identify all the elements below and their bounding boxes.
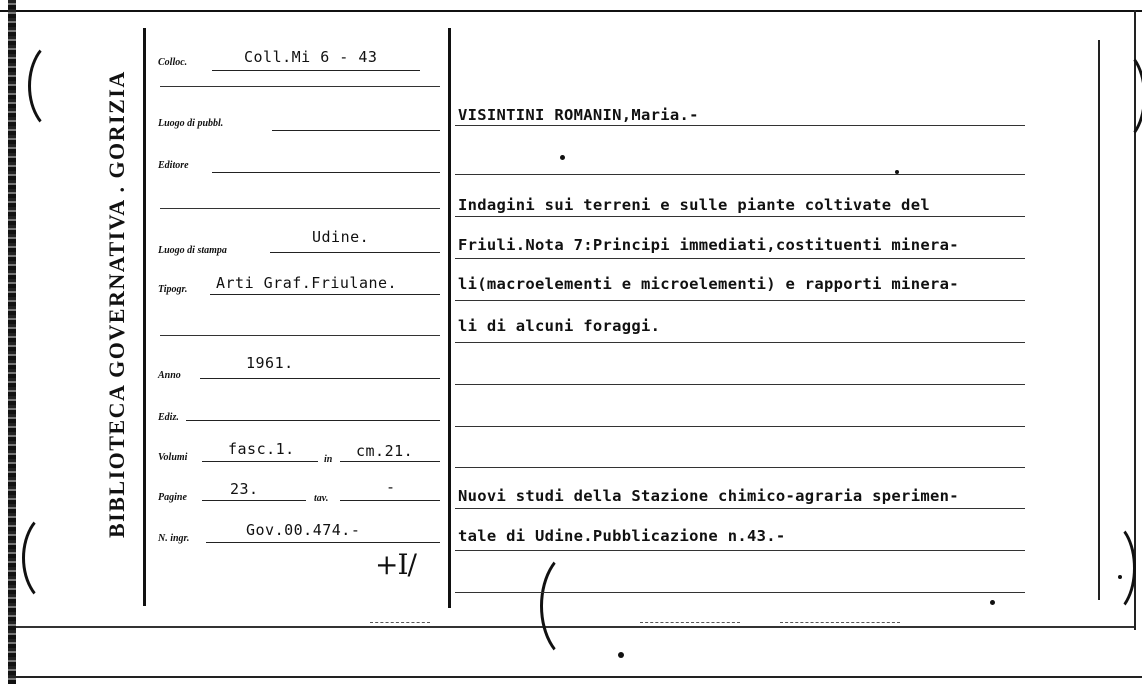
- field-label-pagine: Pagine: [158, 492, 187, 503]
- punch-hole-top-left: [28, 38, 94, 134]
- field-value-n-ingr: Gov.00.474.-: [246, 521, 361, 539]
- field-label-tipografia: Tipogr.: [158, 284, 188, 295]
- field-label-volumi-in: in: [324, 454, 333, 465]
- ruled-line: [455, 125, 1025, 126]
- field-line-volumi: [202, 461, 318, 462]
- card-left-binding-edge: [8, 0, 16, 684]
- record-title-line: li(macroelementi e microelementi) e rapporti minera-: [458, 275, 959, 293]
- speck: [895, 170, 899, 174]
- speck: [1118, 575, 1122, 579]
- card-bottom-edge: [16, 676, 1142, 678]
- field-label-luogo-pubbl: Luogo di pubbl.: [158, 118, 224, 129]
- ruled-line: [455, 342, 1025, 343]
- record-title-line: Friuli.Nota 7:Principi immediati,costituenti minera-: [458, 236, 959, 254]
- field-line-n-ingr: [206, 542, 440, 543]
- field-label-editore: Editore: [158, 160, 189, 171]
- middle-column-rule: [448, 28, 451, 608]
- field-line-collocazione: [212, 70, 420, 71]
- punch-hole-bottom-right: [1080, 520, 1136, 616]
- punch-hole-bottom-center: [540, 548, 616, 664]
- punch-hole-top-right: [1090, 48, 1142, 144]
- field-label-volumi: Volumi: [158, 452, 188, 463]
- field-value-collocazione: Coll.Mi 6 - 43: [244, 48, 378, 66]
- record-series-line: Nuovi studi della Stazione chimico-agraria sperimen-: [458, 487, 959, 505]
- field-value-pagine-tav: -: [386, 478, 396, 496]
- field-value-volumi-in: cm.21.: [356, 442, 414, 460]
- ruled-line: [455, 174, 1025, 175]
- field-line-edizione: [186, 420, 440, 421]
- record-series-line: tale di Udine.Pubblicazione n.43.-: [458, 527, 786, 545]
- scan-dash: [780, 622, 900, 623]
- field-value-tipografia: Arti Graf.Friulane.: [216, 274, 398, 292]
- speck: [560, 155, 565, 160]
- ruled-line: [455, 508, 1025, 509]
- ruled-line: [455, 467, 1025, 468]
- separator-line: [160, 335, 440, 336]
- ruled-line: [455, 426, 1025, 427]
- separator-line: [160, 86, 440, 87]
- speck: [618, 652, 624, 658]
- field-line-editore: [212, 172, 440, 173]
- field-line-luogo-stampa: [270, 252, 440, 253]
- field-label-edizione: Ediz.: [158, 412, 179, 423]
- field-label-luogo-stampa: Luogo di stampa: [158, 245, 227, 256]
- speck: [990, 600, 995, 605]
- separator-line: [160, 208, 440, 209]
- field-line-pagine: [202, 500, 306, 501]
- scan-dash: [370, 622, 430, 623]
- field-line-volumi-in: [340, 461, 440, 462]
- ruled-line: [455, 384, 1025, 385]
- ruled-line: [455, 216, 1025, 217]
- ruled-line: [455, 592, 1025, 593]
- field-value-volumi: fasc.1.: [228, 440, 295, 458]
- ruled-line: [455, 550, 1025, 551]
- field-label-anno: Anno: [158, 370, 181, 381]
- record-title-line: li di alcuni foraggi.: [458, 317, 661, 335]
- field-line-luogo-pubbl: [272, 130, 440, 131]
- field-line-pagine-tav: [340, 500, 440, 501]
- field-value-luogo-stampa: Udine.: [312, 228, 370, 246]
- field-line-anno: [200, 378, 440, 379]
- record-author: VISINTINI ROMANIN,Maria.-: [458, 106, 699, 124]
- field-line-tipografia: [210, 294, 440, 295]
- ruled-line: [455, 258, 1025, 259]
- left-column-rule: [143, 28, 146, 606]
- field-value-anno: 1961.: [246, 354, 294, 372]
- record-title-line: Indagini sui terreni e sulle piante coltivate del: [458, 196, 930, 214]
- card-top-edge: [0, 0, 1142, 12]
- handwritten-mark: +I/: [375, 548, 416, 581]
- punch-hole-bottom-left: [22, 510, 88, 606]
- scan-dash: [640, 622, 740, 623]
- field-label-pagine-tav: tav.: [314, 493, 329, 504]
- field-label-n-ingr: N. ingr.: [158, 533, 190, 544]
- library-name: BIBLIOTECA GOVERNATIVA . GORIZIA: [104, 70, 129, 538]
- field-value-pagine: 23.: [230, 480, 259, 498]
- ruled-line: [455, 300, 1025, 301]
- field-label-collocazione: Colloc.: [158, 57, 188, 68]
